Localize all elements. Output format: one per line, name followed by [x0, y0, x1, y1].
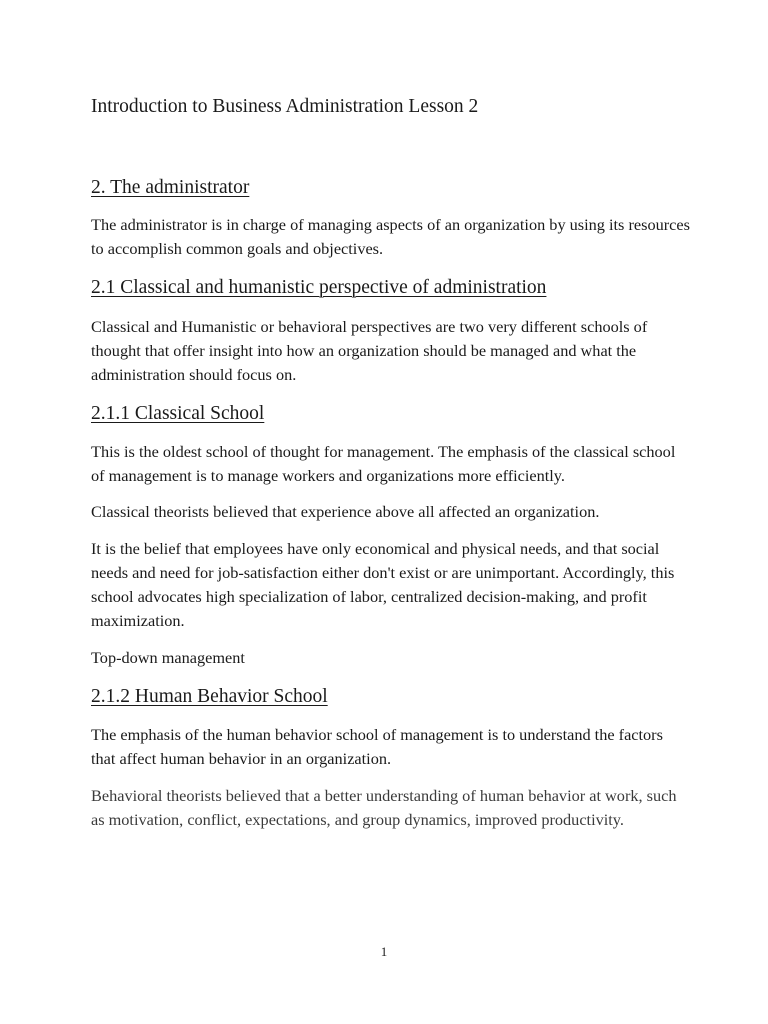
heading-classical-humanistic-perspective: 2.1 Classical and humanistic perspective of administration [91, 277, 547, 298]
heading-classical-school: 2.1.1 Classical School [91, 403, 265, 424]
document-title: Introduction to Business Administration Lesson 2 [91, 96, 479, 117]
paragraph-classical-oldest-school: This is the oldest school of thought for management. The emphasis of the classical school of management is to manage workers and organizations more efficiently. [91, 442, 676, 485]
page-number: 1 [380, 944, 388, 959]
paragraph-classical-beliefs: It is the belief that employees have only economical and physical needs, and that social needs and need for job-satisfaction either don't exist or are unimportant. Accordingly, this school advocates high specialization of labor, centralized decision-making, and profit maximization. [91, 539, 675, 630]
paragraph-classical-theorists: Classical theorists believed that experience above all affected an organization. [91, 502, 600, 521]
paragraph-human-behavior-emphasis: The emphasis of the human behavior school of management is to understand the factors that affect human behavior in an organization. [91, 725, 663, 768]
paragraph-administrator-definition: The administrator is in charge of managing aspects of an organization by using its resources to accomplish common goals and objectives. [91, 215, 690, 258]
paragraph-top-down-management: Top-down management [91, 648, 245, 667]
heading-human-behavior-school: 2.1.2 Human Behavior School [91, 686, 328, 707]
heading-the-administrator: 2. The administrator [91, 177, 250, 198]
paragraph-perspectives-overview: Classical and Humanistic or behavioral perspectives are two very different schools of thought that offer insight into how an organization should be managed and what the administration should focus on. [91, 317, 648, 384]
paragraph-behavioral-theorists: Behavioral theorists believed that a better understanding of human behavior at work, such as motivation, conflict, expectations, and group dynamics, improved productivity. [91, 786, 677, 829]
